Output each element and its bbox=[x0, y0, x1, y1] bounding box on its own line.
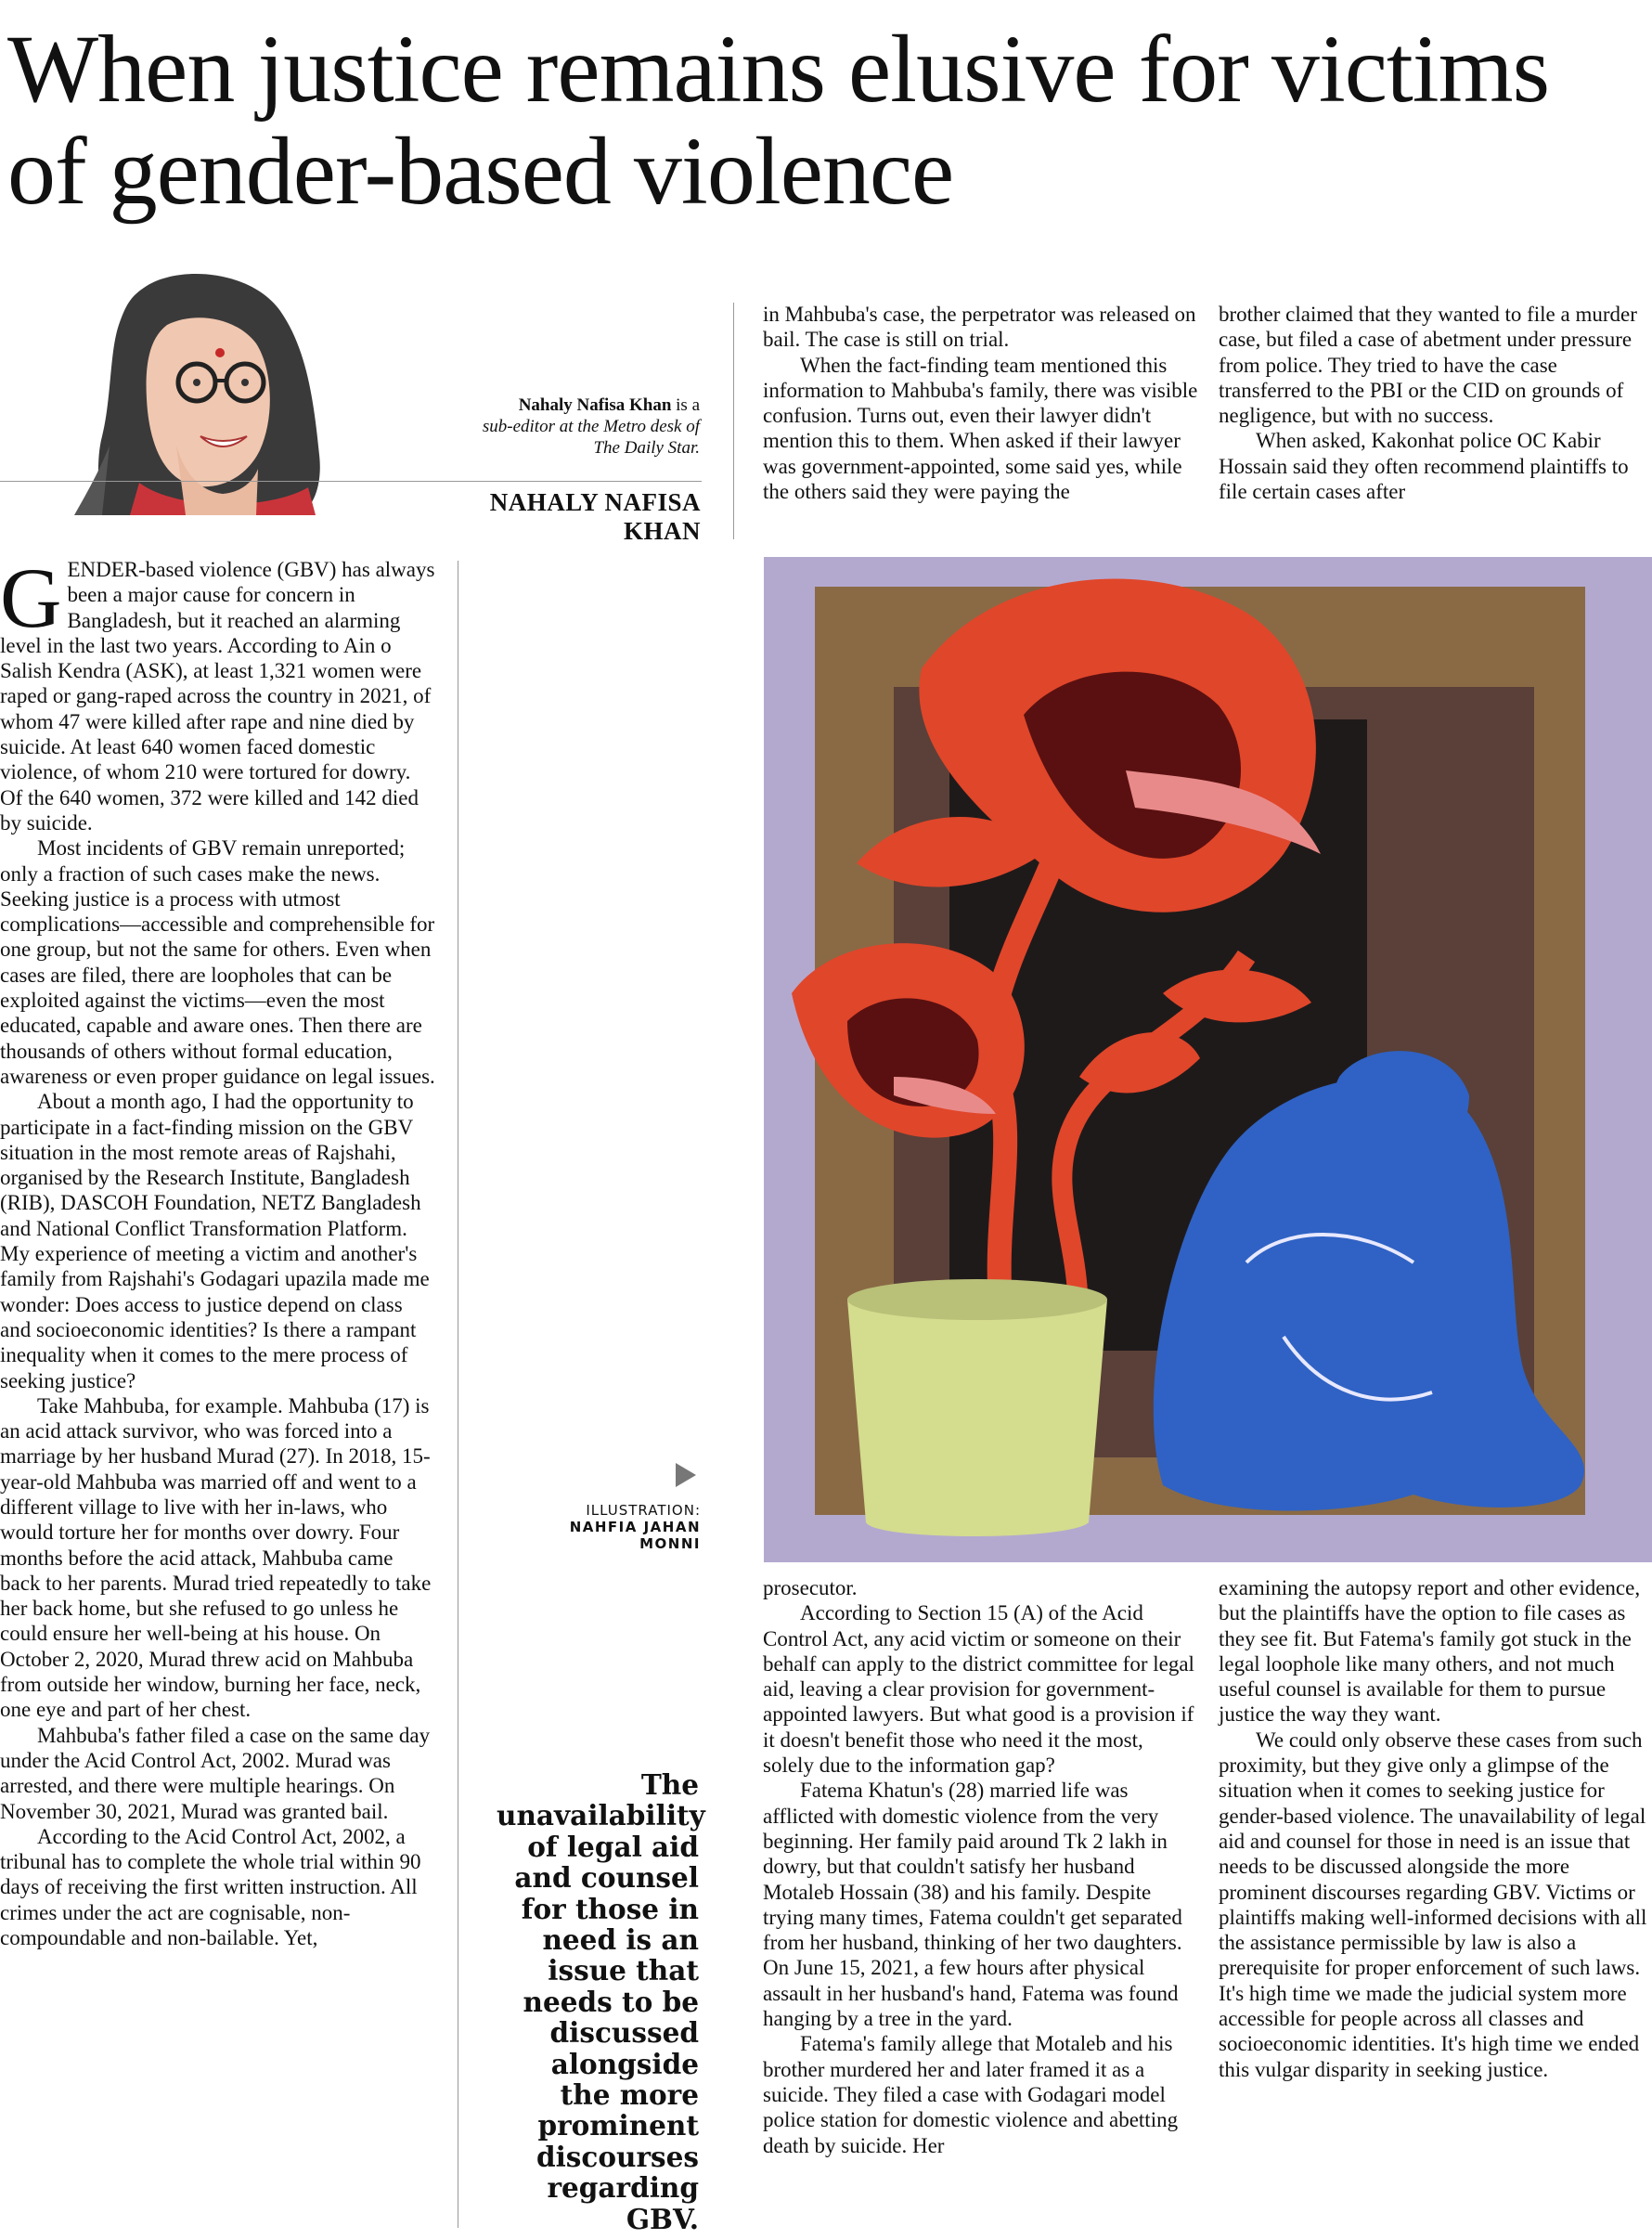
credit-label: ILLUSTRATION: bbox=[586, 1502, 701, 1519]
paragraph-15: examining the autopsy report and other evidence, but the plaintiffs have the option to file cases as they see fit. But Fatema's family got stuck in the legal loophole like many others, and not much useful counsel is available for them to pursue justice the way they want. bbox=[1219, 1576, 1641, 1727]
paragraph-4: Take Mahbuba, for example. Mahbuba (17) is an acid attack survivor, who was forced into a marriage by her husband Murad (27). In 2018, 15-year-old Mahbuba was married off and went to a different village to live with her in-laws, who would torture her for months over dowry. Four months before the acid attack, Mahbuba came back to her parents. Murad tried repeatedly to take her back home, but she refused to go unless he could ensure her well-being at his house. On October 2, 2020, Murad threw acid on Mahbuba from outside her window, burning her face, neck, one eye and part of her chest. bbox=[0, 1393, 432, 1722]
paragraph-7: in Mahbuba's case, the perpetrator was released on bail. The case is still on trial. bbox=[763, 303, 1196, 352]
byline-rule bbox=[0, 481, 702, 482]
pull-quote: The unavailability of legal aid and counsel for those in need is an issue that needs to be discussed alongside the more prominent discourses regarding GBV. bbox=[497, 1768, 705, 2235]
author-portrait bbox=[37, 260, 353, 515]
illustration bbox=[764, 557, 1652, 1562]
paragraph-8: When the fact-finding team mentioned this information to Mahbuba's family, there was visible confusion. Turns out, even their lawyer didn't mention this to them. When asked if their lawyer was government-appointed, some said yes, while the others said they were paying the bbox=[763, 353, 1198, 504]
play-arrow-icon bbox=[676, 1463, 696, 1487]
column-2-top bbox=[763, 302, 1199, 504]
credit-artist-line-2: MONNI bbox=[639, 1535, 701, 1552]
paragraph-13: Fatema Khatun's (28) married life was afflicted with domestic violence from the very beginning. Her family paid around Tk 2 lakh in dowry, but that couldn't satisfy her husband Motaleb Hossain (38) and his family. Despite trying many times, Fatema couldn't get separated from her husband, thinking of her two daughters. On June 15, 2021, a few hours after physical assault in her husband's hand, Fatema was found hanging by a tree in the yard. bbox=[763, 1779, 1182, 2031]
byline: NAHALY NAFISA KHAN bbox=[489, 488, 701, 545]
author-note-text-3: The Daily Star. bbox=[593, 438, 700, 458]
column-3-top bbox=[1219, 302, 1652, 504]
column-3-bottom bbox=[1219, 1575, 1652, 2082]
paragraph-2: Most incidents of GBV remain unreported; only a fraction of such cases make the news. Seeking justice is a process with utmost complications—accessible and comprehensible for one group, but not the same for others. Even when cases are filed, there are loopholes that can be exploited against the victims—even the most educated, capable and aware ones. Then there are thousands of others without formal education, awareness or even proper guidance on legal issues. bbox=[0, 836, 435, 1088]
author-note-text-2: sub-editor at the Metro desk of bbox=[482, 417, 700, 436]
illustration-credit bbox=[538, 1502, 701, 1552]
column-1 bbox=[0, 550, 436, 1950]
paragraph-12: According to Section 15 (A) of the Acid Control Act, any acid victim or someone on their behalf can apply to the district committee for legal aid, leaving a clear provision for government-appointed lawyers. But what good is a provision if it doesn't benefit those who need it the most, solely due to the information gap? bbox=[763, 1601, 1194, 1778]
paragraph-9: brother claimed that they wanted to file a murder case, but filed a case of abetment under pressure from police. They tried to have the case transferred to the PBI or the CID on grounds of negligence, but with no success. bbox=[1219, 303, 1637, 428]
paragraph-11: prosecutor. bbox=[763, 1576, 858, 1599]
author-note-name: Nahaly Nafisa Khan bbox=[518, 395, 672, 415]
headline: When justice remains elusive for victims of gender-based violence bbox=[7, 16, 1550, 225]
paragraph-6: According to the Acid Control Act, 2002, a tribunal has to complete the whole trial within 90 days of receiving the first written instruction. All crimes under the act are cognisable, non-compoundable and non-bailable. Yet, bbox=[0, 1824, 421, 1950]
paragraph-5: Mahbuba's father filed a case on the same day under the Acid Control Act, 2002. Murad was arrested, and there were multiple hearings. On November 30, 2021, Murad was granted bail. bbox=[0, 1723, 431, 1823]
author-note bbox=[419, 395, 700, 459]
author-note-text-1: is a bbox=[671, 395, 700, 415]
credit-artist-line-1: NAHFIA JAHAN bbox=[569, 1519, 701, 1535]
paragraph-14: Fatema's family allege that Motaleb and his brother murdered her and later framed it as a suicide. They filed a case with Godagari model police station for domestic violence and abetting death by suicide. Her bbox=[763, 2032, 1179, 2157]
column-2-bottom bbox=[763, 1575, 1199, 2158]
paragraph-16: We could only observe these cases from such proximity, but they give only a glimpse of the situation when it comes to seeking justice for gender-based violence. The unavailability of legal aid and counsel for those in need is an issue that needs to be discussed alongside the more prominent discourses regarding GBV. Victims or plaintiffs making well-informed decisions with all the assistance permissible by law is also a prerequisite for proper enforcement of such laws. It's high time we made the judicial system more accessible for people across all classes and socioeconomic identities. It's high time we ended this vulgar disparity in seeking justice. bbox=[1219, 1728, 1647, 2081]
paragraph-10: When asked, Kakonhat police OC Kabir Hossain said they often recommend plaintiffs to file certain cases after bbox=[1219, 429, 1629, 504]
column-divider-2 bbox=[733, 303, 734, 539]
drop-cap: G bbox=[0, 550, 62, 645]
paragraph-1: GENDER-based violence (GBV) has always been a major cause for concern in Bangladesh, but it reached an alarming level in the last two years. According to Ain o Salish Kendra (ASK), at least 1,321 women were raped or gang-raped across the country in 2021, of whom 47 were killed after rape and nine died by suicide. At least 640 women faced domestic violence, of whom 210 were tortured for dowry. Of the 640 women, 372 were killed and 142 died by suicide. bbox=[0, 550, 435, 835]
paragraph-3: About a month ago, I had the opportunity to participate in a fact-finding mission on the GBV situation in the most remote areas of Rajshahi, organised by the Research Institute, Bangladesh (RIB), DASCOH Foundation, NETZ Bangladesh and National Conflict Transformation Platform. My experience of meeting a victim and another's family from Rajshahi's Godagari upazila made me wonder: Does access to justice depend on class and socioeconomic identities? Is there a rampant inequality when it comes to the mere process of seeking justice? bbox=[0, 1090, 430, 1392]
